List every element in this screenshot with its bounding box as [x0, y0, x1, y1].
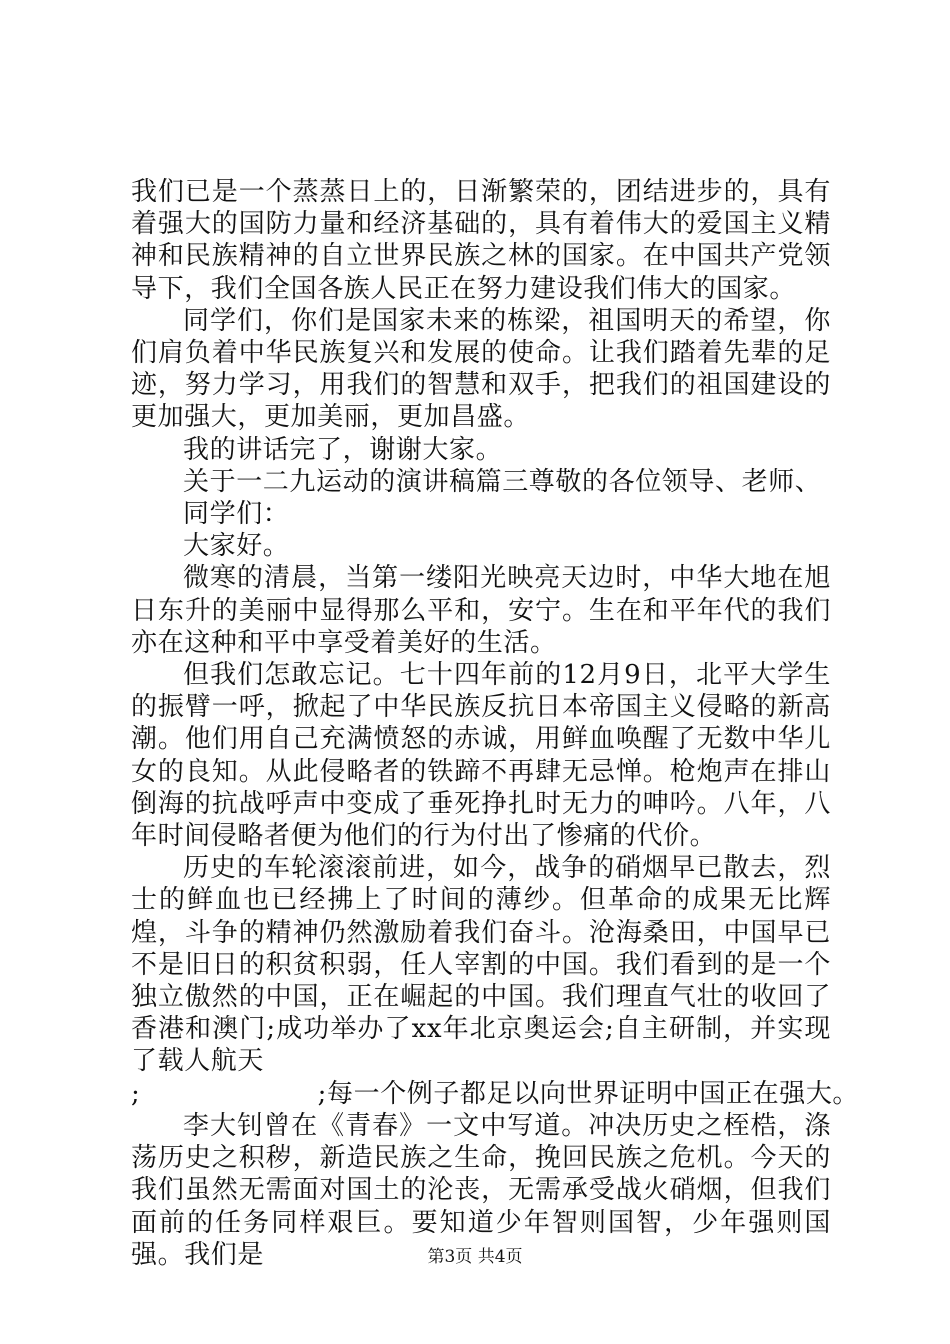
paragraph-8: 但我们怎敢忘记。七十四年前的12月9日，北平大学生的振臂一呼，掀起了中华民族反抗日本帝国主义侵略的新高潮。他们用自己充满愤怒的赤诚，用鲜血唤醒了无数中华儿女的良知。从此侵略者的铁蹄不再肆无忌惮。枪炮声在排山倒海的抗战呼声中变成了垂死挣扎时无力的呻吟。八年，八年时间侵略者便为他们的行为付出了惨痛的代价。 [131, 660, 831, 852]
paragraph-10: 李大钊曾在《青春》一文中写道。冲决历史之桎梏，涤荡历史之积秽，新造民族之生命，挽回民族之危机。今天的我们虽然无需面对国土的沦丧，无需承受战火硝烟，但我们面前的任务同样艰巨。要知道少年智则国智，少年强则国强。我们是 [131, 1110, 831, 1270]
document-body [131, 176, 860, 1271]
paragraph-9: 历史的车轮滚滚前进，如今，战争的硝烟早已散去，烈士的鲜血也已经拂上了时间的薄纱。但革命的成果无比辉煌，斗争的精神仍然激励着我们奋斗。沧海桑田，中国早已不是旧日的积贫积弱，任人宰割的中国。我们看到的是一个独立傲然的中国，正在崛起的中国。我们理直气壮的收回了香港和澳门;成功举办了xx年北京奥运会;自主研制，并实现了载人航天 [131, 853, 831, 1077]
page-number-footer: 第3页 共4页 [427, 1247, 523, 1267]
speech-title: 关于一二九运动的演讲稿篇三尊敬的各位领导、老师、 [183, 466, 822, 497]
salutation: 同学们： [183, 499, 290, 530]
greeting: 大家好。 [183, 531, 290, 562]
paragraph-9-continuation: ; ;每一个例子都足以向世界证明中国正在强大。 [131, 1078, 860, 1109]
paragraph-3: 我的讲话完了，谢谢大家。 [183, 434, 503, 465]
paragraph-7: 微寒的清晨，当第一缕阳光映亮天边时，中华大地在旭日东升的美丽中显得那么平和，安宁。生在和平年代的我们亦在这种和平中享受着美好的生活。 [131, 563, 831, 658]
paragraph-1: 我们已是一个蒸蒸日上的，日渐繁荣的，团结进步的，具有着强大的国防力量和经济基础的，具有着伟大的爱国主义精神和民族精神的自立世界民族之林的国家。在中国共产党领导下，我们全国各族人民正在努力建设我们伟大的国家。 [131, 177, 831, 304]
paragraph-2: 同学们，你们是国家未来的栋梁，祖国明天的希望，你们肩负着中华民族复兴和发展的使命。让我们踏着先辈的足迹，努力学习，用我们的智慧和双手，把我们的祖国建设的更加强大，更加美丽，更加昌盛。 [131, 305, 831, 433]
